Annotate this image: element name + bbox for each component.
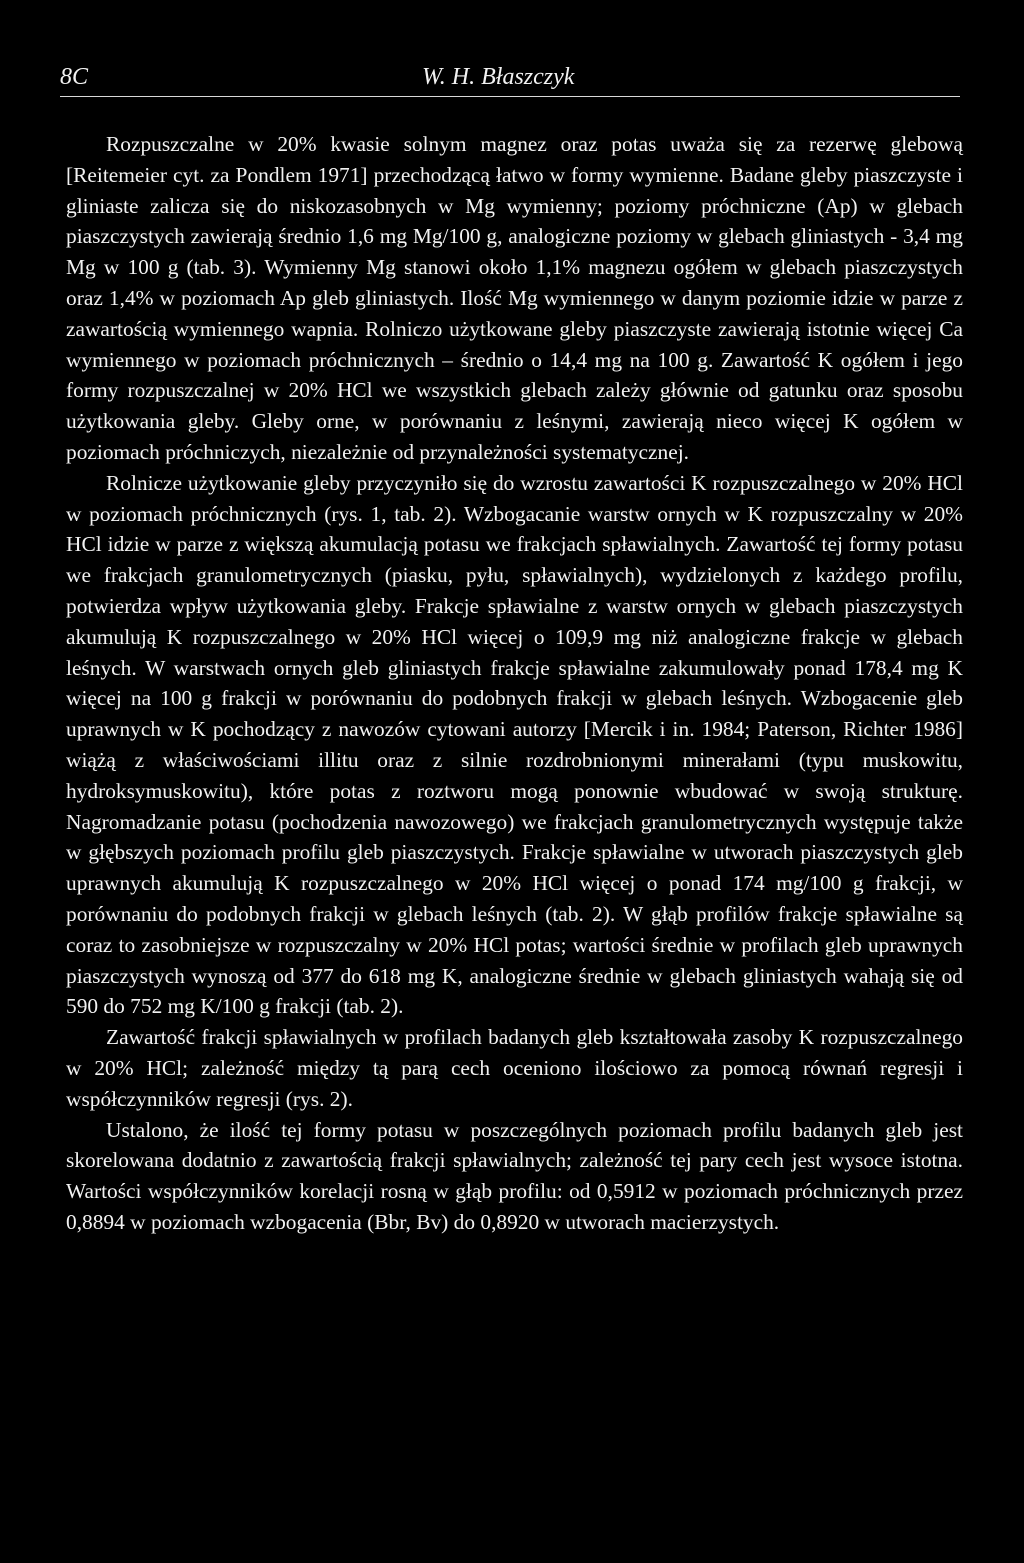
page-number: 8C	[60, 64, 89, 90]
paragraph: Rolnicze użytkowanie gleby przyczyniło się do wzrostu zawartości K rozpuszczalnego w 20% HCl w poziomach próchnicznych (rys. 1, tab. 2). Wzbogacanie warstw ornych w K rozpuszczalny w 20% HCl idzie w parze z większą akumulacją potasu we frakcjach spławialnych. Zawartość tej formy potasu we frakcjach granulometrycznych (piasku, pyłu, spławialnych), wydzielonych z każdego profilu, potwierdza wpływ użytkowania gleby. Frakcje spławialne z warstw ornych w glebach piaszczystych akumulują K rozpuszczalnego w 20% HCl więcej o 109,9 mg niż analogiczne frakcje w glebach leśnych. W warstwach ornych gleb gliniastych frakcje spławialne zakumulowały ponad 178,4 mg K więcej na 100 g frakcji w porównaniu do podobnych frakcji w glebach leśnych. Wzbogacenie gleb uprawnych w K pochodzący z nawozów cytowani autorzy [Mercik i in. 1984; Paterson, Richter 1986] wiążą z właściwościami illitu oraz z silnie rozdrobnionymi minerałami (typu muskowitu, hydroksymuskowitu), które potas z roztworu mogą ponownie wbudować w swoją strukturę. Nagromadzanie potasu (pochodzenia nawozowego) we frakcjach granulometrycznych występuje także w głębszych poziomach profilu gleb piaszczystych. Frakcje spławialne w utworach piaszczystych gleb uprawnych akumulują K rozpuszczalnego w 20% HCl więcej o ponad 174 mg/100 g frakcji, w porównaniu do podobnych frakcji w glebach leśnych (tab. 2). W głąb profilów frakcje spławialne są coraz to zasobniejsze w rozpuszczalny w 20% HCl potas; wartości średnie w profilach gleb uprawnych piaszczystych wynoszą od 377 do 618 mg K, analogiczne średnie w glebach gliniastych wahają się od 590 do 752 mg K/100 g frakcji (tab. 2).	[66, 470, 963, 1019]
running-header-author: W. H. Błaszczyk	[422, 64, 575, 90]
running-header	[60, 62, 960, 97]
paragraph: Zawartość frakcji spławialnych w profilach badanych gleb kształtowała zasoby K rozpuszczalnego w 20% HCl; zależność między tą parą cech oceniono ilościowo za pomocą równań regresji i współczynników regresji (rys. 2).	[66, 1025, 963, 1111]
paragraph: Ustalono, że ilość tej formy potasu w poszczególnych poziomach profilu badanych gleb jest skorelowana dodatnio z zawartością frakcji spławialnych; zależność tej pary cech jest wysoce istotna. Wartości współczynników korelacji rosną w głąb profilu: od 0,5912 w poziomach próchnicznych przez 0,8894 w poziomach wzbogacenia (Bbr, Bv) do 0,8920 w utworach macierzystych.	[66, 1117, 963, 1234]
body-text	[66, 129, 963, 1238]
paragraph: Rozpuszczalne w 20% kwasie solnym magnez oraz potas uważa się za rezerwę glebową [Reitemeier cyt. za Pondlem 1971] przechodzącą łatwo w formy wymienne. Badane gleby piaszczyste i gliniaste zalicza się do niskozasobnych w Mg wymienny; poziomy próchniczne (Ap) w glebach piaszczystych zawierają średnio 1,6 mg Mg/100 g, analogiczne poziomy w glebach gliniastych - 3,4 mg Mg w 100 g (tab. 3). Wymienny Mg stanowi około 1,1% magnezu ogółem w glebach piaszczystych oraz 1,4% w poziomach Ap gleb gliniastych. Ilość Mg wymiennego w danym poziomie idzie w parze z zawartością wymiennego wapnia. Rolniczo użytkowane gleby piaszczyste zawierają istotnie więcej Ca wymiennego w poziomach próchnicznych – średnio o 14,4 mg na 100 g. Zawartość K ogółem i jego formy rozpuszczalnej w 20% HCl we wszystkich glebach zależy głównie od gatunku oraz sposobu użytkowania gleby. Gleby orne, w porównaniu z leśnymi, zawierają nieco więcej K ogółem w poziomach próchniczych, niezależnie od przynależności systematycznej.	[66, 132, 963, 464]
